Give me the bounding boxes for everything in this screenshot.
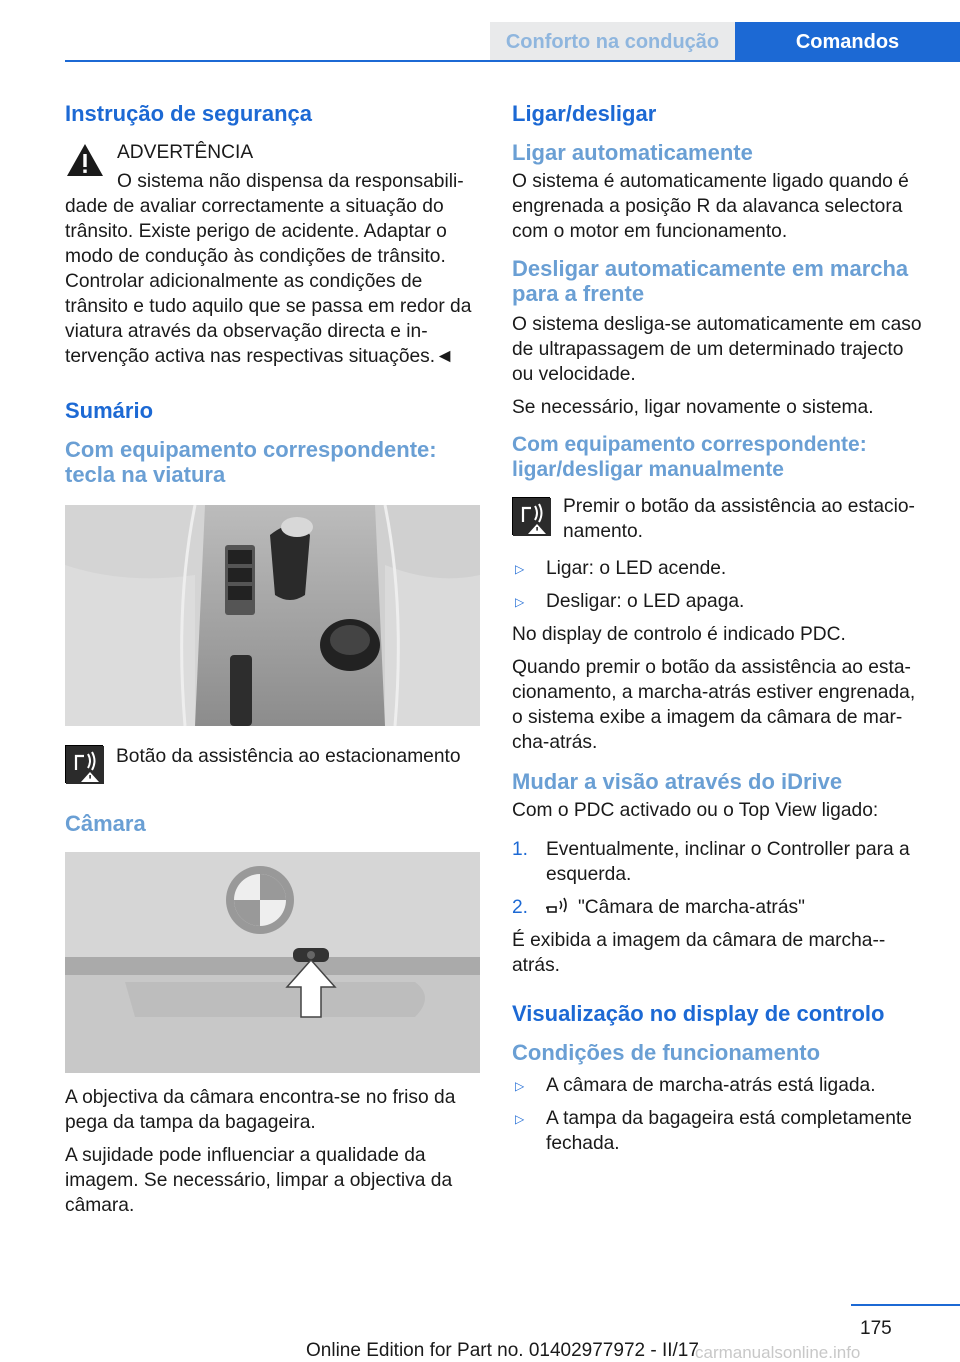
auto-on-title: Ligar automaticamente (512, 140, 753, 165)
left-column (65, 100, 480, 1218)
auto-off-title: Desligar automaticamente em marcha para a frente (512, 256, 909, 306)
rear-camera-icon (546, 896, 570, 916)
parking-assist-icon (512, 497, 550, 535)
camera-photo (65, 852, 480, 1073)
triangle-bullet-icon: ▷ (515, 1079, 525, 1093)
safety-title: Instrução de segurança (65, 101, 312, 126)
list-item: ▷ A câmara de marcha-atrás está ligada. (515, 1075, 876, 1096)
header-rule (65, 60, 960, 62)
auto-on-text: O sistema é automaticamente ligado quando é engrenada a posição R da alavanca selectora com o motor em funcionamento. (512, 171, 909, 242)
parking-assist-icon (65, 745, 103, 783)
conditions-list (512, 1073, 930, 1156)
warning-block (65, 140, 480, 369)
display-title: Visualização no display de controlo (512, 1001, 885, 1026)
idrive-text: Com o PDC activado ou o Top View ligado: (512, 800, 879, 821)
page-header (0, 22, 960, 62)
auto-off-text: O sistema desliga-se automaticamente em caso de ultrapassagem de um determinado trajecto ou velocidade. (512, 314, 922, 385)
pdc-text: No display de controlo é indicado PDC. (512, 624, 846, 645)
button-caption: Botão da assistência ao estacionamento (116, 746, 461, 767)
summary-title: Sumário (65, 398, 154, 423)
manual-text: Premir o botão da assistência ao estacio-namento. (563, 496, 915, 542)
steps-list (512, 837, 930, 920)
triangle-bullet-icon: ▷ (515, 562, 525, 576)
manual-block (512, 494, 930, 544)
triangle-bullet-icon: ▷ (515, 1112, 525, 1126)
led-list (512, 556, 930, 614)
list-item: ▷ Desligar: o LED apaga. (515, 591, 745, 612)
camera-paragraph-1: A objectiva da câmara encontra-se no friso da pega da tampa da bagageira. (65, 1087, 456, 1133)
list-item: ▷ Ligar: o LED acende. (515, 558, 727, 579)
auto-off-text-2: Se necessário, ligar novamente o sistema. (512, 397, 874, 418)
footer-rule (851, 1304, 960, 1306)
page-number: 175 (860, 1318, 892, 1339)
pdc-text-2: Quando premir o botão da assistência ao esta-cionamento, a marcha-atrás estiver engrenada, o sistema exibe a imagem da câmara de mar-cha-atrás. (512, 657, 916, 753)
warning-text: O sistema não dispensa da responsabili-dade de avaliar correctamente a situação do trânsito. Existe perigo de acidente. Adaptar o modo de condução às condições de trânsito. Controlar adicionalmente as condições de trânsito e tudo aquilo que se passa em redor da viatura através da observação directa e in-tervenção activa nas respectivas situações.◄ (65, 171, 472, 367)
manual-title: Com equipamento correspondente: ligar/desligar manualmente (512, 433, 867, 481)
on-off-title: Ligar/desligar (512, 101, 657, 126)
chapter-tab[interactable]: Comandos (735, 22, 960, 62)
camera-title: Câmara (65, 811, 146, 836)
console-photo (65, 505, 480, 726)
warning-triangle-icon (65, 142, 105, 178)
idrive-title: Mudar a visão através do iDrive (512, 769, 843, 794)
edition-footer: Online Edition for Part no. 01402977972 - II/17 (306, 1340, 699, 1361)
right-column (512, 100, 930, 1156)
button-caption-block (65, 742, 480, 787)
result-text: É exibida a imagem da câmara de marcha--atrás. (512, 930, 886, 976)
camera-paragraph-2: A sujidade pode influenciar a qualidade da imagem. Se necessário, limpar a objectiva da câmara. (65, 1145, 453, 1216)
section-tab[interactable]: Conforto na condução (490, 22, 735, 62)
equipment-title: Com equipamento correspondente: tecla na viatura (65, 437, 437, 487)
list-item: 1. Eventualmente, inclinar o Controller para a esquerda. (512, 839, 910, 885)
triangle-bullet-icon: ▷ (515, 595, 525, 609)
watermark: carmanualsonline.info (695, 1343, 861, 1362)
list-item: 2. "Câmara de marcha-atrás" (512, 897, 805, 918)
list-item: ▷ A tampa da bagageira está completamente fechada. (515, 1108, 912, 1154)
conditions-title: Condições de funcionamento (512, 1040, 821, 1065)
warning-label: ADVERTÊNCIA (117, 142, 254, 163)
